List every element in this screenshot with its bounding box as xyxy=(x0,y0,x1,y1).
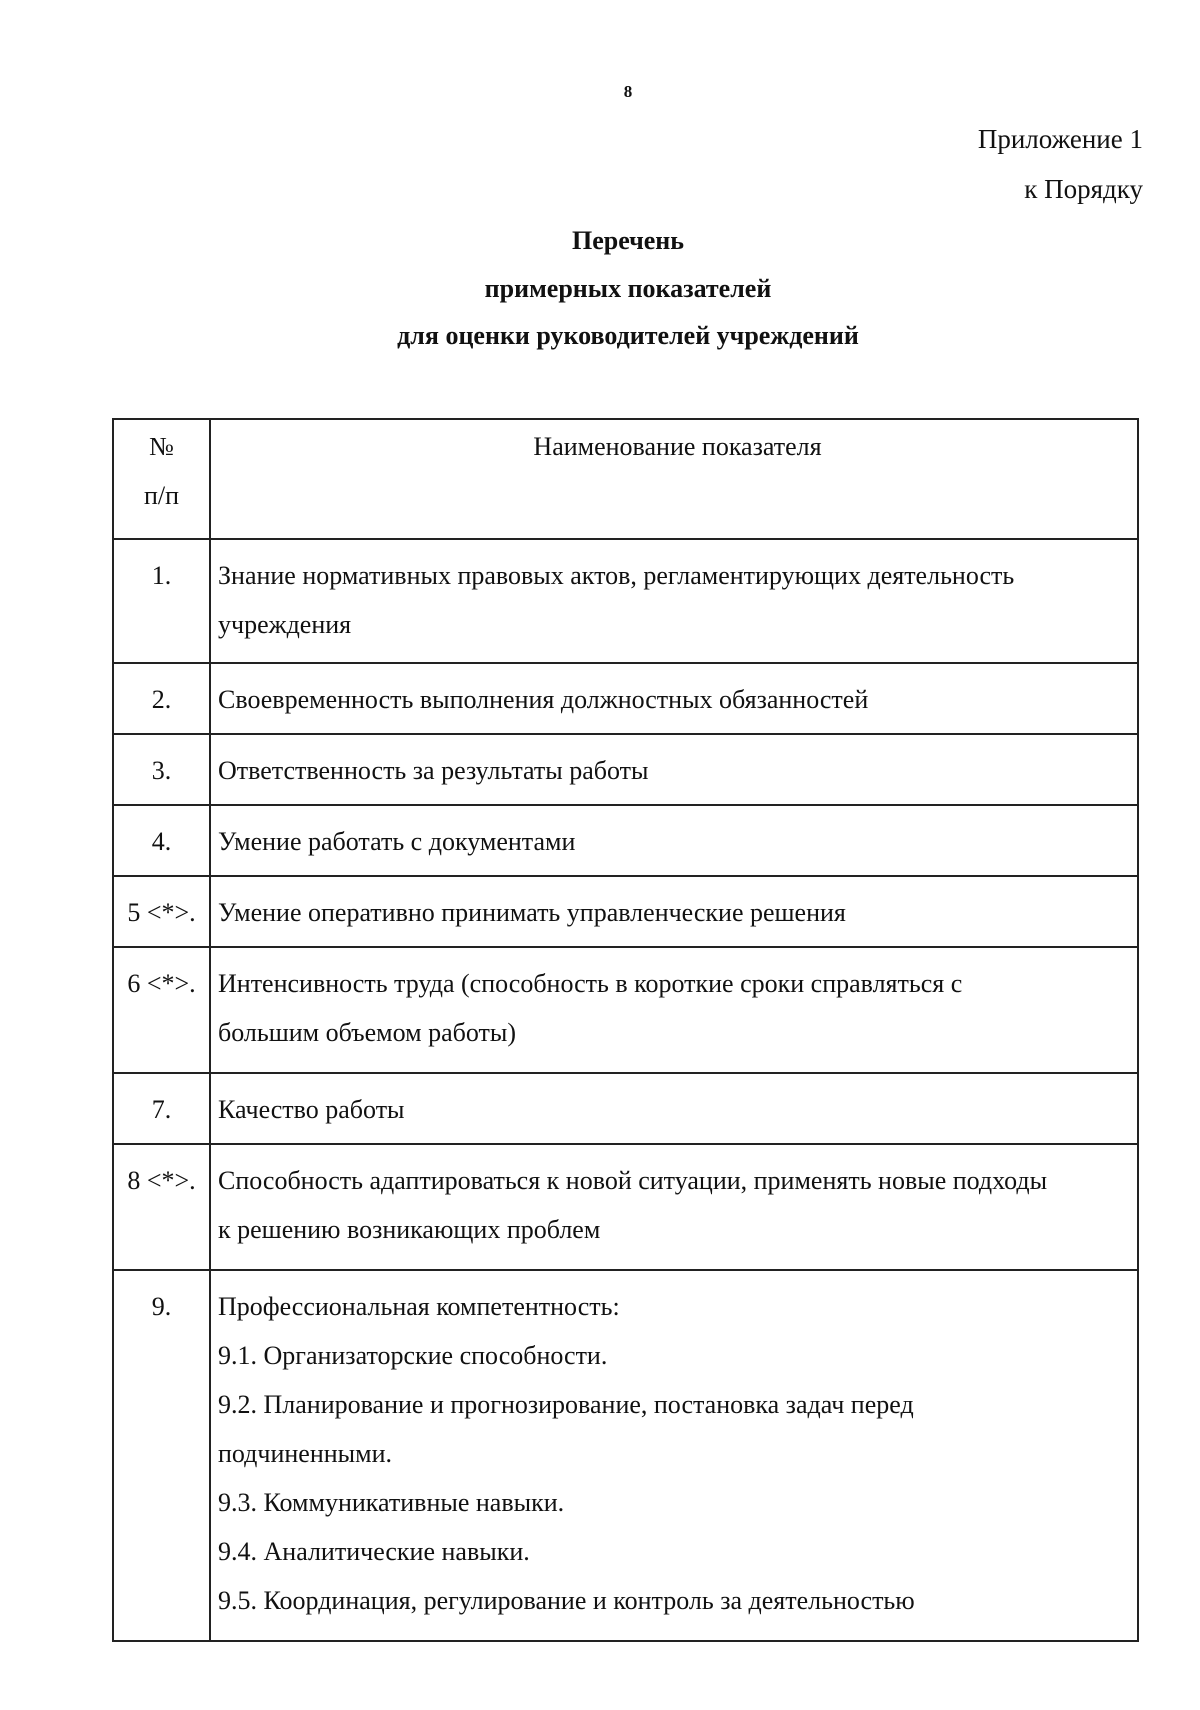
table-header-row xyxy=(113,419,1138,539)
appendix-label: Приложение 1 xyxy=(977,124,1143,154)
row-number: 5 <*>. xyxy=(127,898,196,927)
row-number: 3. xyxy=(151,756,172,785)
table-row xyxy=(113,876,1138,947)
header-indicator-name: Наименование показателя xyxy=(210,419,1138,539)
header-number-abbrev: п/п xyxy=(143,481,180,510)
row-number: 2. xyxy=(151,685,172,714)
row-text-line: 9.1. Организаторские способности. xyxy=(218,1341,608,1370)
table-row xyxy=(113,734,1138,805)
table-row xyxy=(113,805,1138,876)
indicators-table xyxy=(112,418,1139,1642)
row-text-line: большим объемом работы) xyxy=(218,1018,516,1047)
table-row xyxy=(113,1073,1138,1144)
row-text-line: Ответственность за результаты работы xyxy=(218,756,649,785)
row-number: 9. xyxy=(151,1292,172,1321)
table-row xyxy=(113,539,1138,663)
appendix-reference: к Порядку xyxy=(1024,174,1143,204)
row-number: 8 <*>. xyxy=(127,1166,196,1195)
row-text-line: подчиненными. xyxy=(218,1439,393,1468)
row-text-line: 9.3. Коммуникативные навыки. xyxy=(218,1488,565,1517)
row-text-line: к решению возникающих проблем xyxy=(218,1215,601,1244)
table-row xyxy=(113,1270,1138,1641)
row-text-line: Знание нормативных правовых актов, регламентирующих деятельность xyxy=(218,561,1015,590)
row-text-line: Профессиональная компетентность: xyxy=(218,1292,620,1321)
row-text-line: Качество работы xyxy=(218,1095,405,1124)
row-text-line: Умение оперативно принимать управленческие решения xyxy=(218,898,846,927)
row-text-line: учреждения xyxy=(218,610,352,639)
row-text-line: Своевременность выполнения должностных обязанностей xyxy=(218,685,869,714)
document-subtitle-line1: примерных показателей xyxy=(484,274,772,303)
table-row xyxy=(113,663,1138,734)
row-number: 1. xyxy=(151,561,172,590)
row-text-line: Интенсивность труда (способность в короткие сроки справляться с xyxy=(218,969,963,998)
page-number: 8 xyxy=(623,82,633,101)
row-text-line: 9.5. Координация, регулирование и контроль за деятельностью xyxy=(218,1586,915,1615)
row-number: 4. xyxy=(151,827,172,856)
row-text-line: 9.2. Планирование и прогнозирование, постановка задач перед xyxy=(218,1390,914,1419)
table-row xyxy=(113,947,1138,1073)
row-number: 6 <*>. xyxy=(127,969,196,998)
row-text-line: Способность адаптироваться к новой ситуации, применять новые подходы xyxy=(218,1166,1048,1195)
row-text-line: Умение работать с документами xyxy=(218,827,576,856)
header-number xyxy=(113,419,210,539)
document-title: Перечень xyxy=(571,226,685,255)
table-row xyxy=(113,1144,1138,1270)
header-number-symbol: № xyxy=(149,432,174,461)
row-text-line: 9.4. Аналитические навыки. xyxy=(218,1537,530,1566)
row-number: 7. xyxy=(151,1095,172,1124)
document-subtitle-line2: для оценки руководителей учреждений xyxy=(397,321,859,350)
